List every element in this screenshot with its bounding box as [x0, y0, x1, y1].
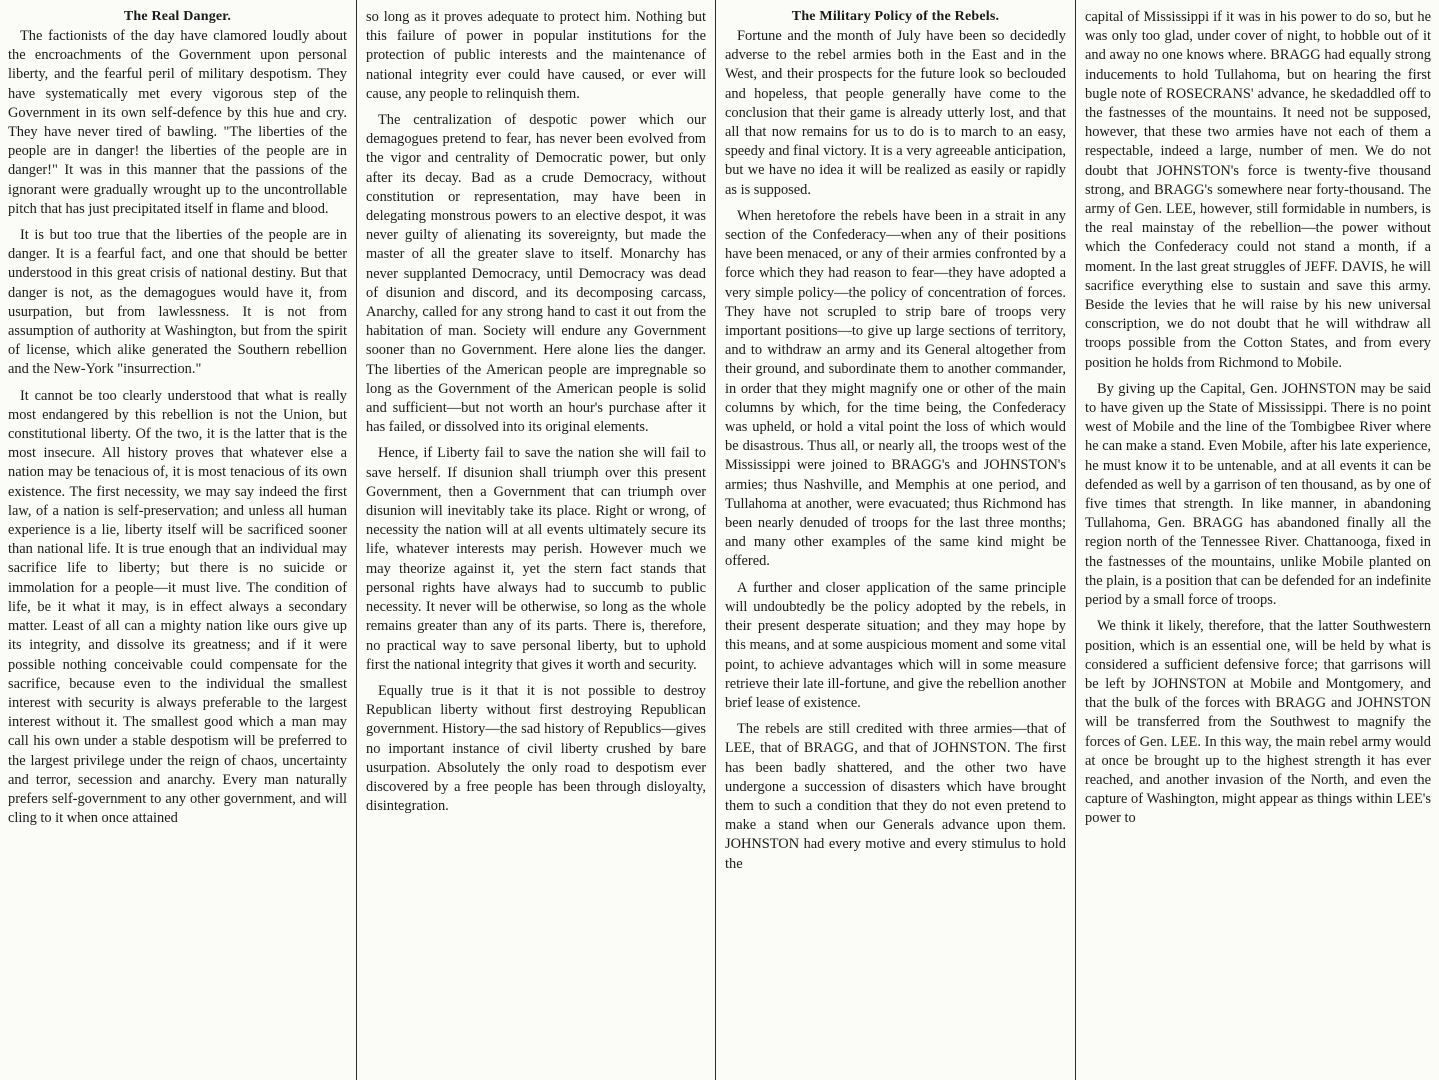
article-paragraph: When heretofore the rebels have been in a strait in any section of the Confederacy—when any of their positions have been menaced, or any of their armies confronted by a force which they had reason to fear—they have adopted a very simple policy—the policy of concentration of forces. They have not scrupled to strip bare of troops very important positions—to give up large sections of territory, and to withdraw an army and its General altogether from their ground, and subordinate them to another commander, in order that they might magnify one or other of the main columns by which, for the time being, the Confederacy was upheld, or hold a vital point the loss of which would be disastrous. Thus all, or nearly all, the troops west of the Mississippi were joined to BRAGG's and JOHNSTON's armies; thus Nashville, and Memphis at one period, and Tullahoma at another, were evacuated; thus Richmond has been nearly denuded of troops for the last three months; and many other examples of the same kind might be offered. — [725, 207, 1066, 570]
article-paragraph: Fortune and the month of July have been so decidedly adverse to the rebel armies both in the East and in the West, and their prospects for the future look so beclouded and hopeless, that people generally have come to the conclusion that their game is already utterly lost, and that all that now remains for us to do is to march to an easy, speedy and final victory. It is a very agreeable anticipation, but we have no idea it will be realized as easily or rapidly as is supposed. — [725, 28, 1066, 198]
article-paragraph: Hence, if Liberty fail to save the nation she will fail to save herself. If disunion shall triumph over this present Government, then a Government that can triumph over disunion will inevitably take its place. Right or wrong, of necessity the nation will at all events ultimately secure its life, whatever interests may perish. However much we may theorize against it, yet the stern fact stands that personal rights have always had to succumb to public necessity. It never will be otherwise, so long as the whole remains greater than any of its parts. There is, therefore, no practical way to save personal liberty, but to uphold first the national integrity that gives it worth and security. — [366, 445, 706, 673]
column-3 — [717, 0, 1074, 1080]
column-divider — [715, 0, 716, 1080]
article-paragraph-continued: capital of Mississippi if it was in his power to do so, but he was only too glad, under cover of night, to hobble out of it and away no one knows where. BRAGG had equally strong inducements to hold Tullahoma, but on hearing the first bugle note of ROSECRANS' advance, he skedaddled off to the fastnesses of the mountains. It need not be supposed, however, that these two armies have not each of them a respectable, indeed a large, number of men. We do not doubt that JOHNSTON's force is twenty-five thousand strong, and BRAGG's somewhere near forty-thousand. The army of Gen. LEE, however, still formidable in numbers, is the real mainstay of the rebellion—the power without which the Confederacy could not stand a month, if a moment. In the last great struggles of JEFF. DAVIS, he will sacrifice everything else to sustain and save this army. Beside the levies that he will raise by his new universal conscription, we do not doubt that he will withdraw all troops possible from the Cotton States, and from every position he holds from Richmond to Mobile. — [1085, 9, 1431, 371]
article-paragraph: It is but too true that the liberties of the people are in danger. It is a fearful fact, and one that should be better understood in this great crisis of national destiny. But that danger is not, as the demagogues would have it, from usurpation, but from lawlessness. It is not from assumption of authority at Washington, but from the spirit of license, which alike generated the Southern rebellion and the New-York "insurrection." — [8, 227, 347, 378]
article-paragraph-continued: so long as it proves adequate to protect him. Nothing but this failure of power in popular institutions for the protection of public interests and the maintenance of national integrity ever could have caused, or ever will cause, any people to relinquish them. — [366, 9, 706, 102]
article-paragraph: A further and closer application of the same principle will undoubtedly be the policy adopted by the rebels, in their present desperate situation; and they may hope by this means, and at some auspicious moment and some vital point, to achieve advantages which will in some measure retrieve their late ill-fortune, and give the rebellion another brief lease of existence. — [725, 579, 1066, 711]
article-paragraph: Equally true is it that it is not possible to destroy Republican liberty without first destroying Republican government. History—the sad history of Republics—gives no important instance of civil liberty crushed by bare usurpation. Absolutely the only road to despotism ever discovered by a free people has been through disloyalty, disintegration. — [366, 682, 706, 815]
article-paragraph: It cannot be too clearly understood that what is really most endangered by this rebellion is not the Union, but constitutional liberty. Of the two, it is the latter that is the most insecure. All history proves that whatever else a nation may be tenacious of, it is most tenacious of its own existence. The first necessity, we may say indeed the first law, of a nation is self-preservation; and unless all human experience is a lie, liberty itself will be sacrificed sooner than national life. It is true enough that an individual may sacrifice life to liberty; but there is no suicide or immolation for a people—it must live. The condition of life, be it what it may, is in effect always a secondary matter. Least of all can a mighty nation like ours give up its integrity, and dissolve its greatness; and if it were possible nothing conceivable could compensate for the sacrifice, because even to the individual the smallest interest with security is always preferable to the largest interest without it. The smallest good which a man may call his own under a stable despotism will be preferred to the largest privilege under the reign of chaos, uncertainty and terror, secession and anarchy. Every man naturally prefers self-government to any other government, and will cling to it when once attained — [8, 387, 347, 827]
column-divider — [1075, 0, 1076, 1080]
article-paragraph: By giving up the Capital, Gen. JOHNSTON may be said to have given up the State of Mississippi. There is no point west of Mobile and the line of the Tombigbee River where he can make a stand. Even Mobile, after his late experience, he must know it to be untenable, and at all events it can be defended as well by a garrison of ten thousand, as by one of five times that strength. In like manner, in abandoning Tullahoma, Gen. BRAGG has abandoned finally all the region north of the Tennessee River. Chattanooga, fixed in the fastnesses of the mountains, unlike Mobile planted on the plain, is a position that can be defended for an indefinite period by a small force of troops. — [1085, 380, 1431, 609]
article-paragraph: The rebels are still credited with three armies—that of LEE, that of BRAGG, and that of JOHNSTON. The first has been badly shattered, and the other two have undergone a succession of disasters which have brought them to such a condition that they do not even pretend to make a stand when our Generals advance upon them. JOHNSTON had every motive and every stimulus to hold the — [725, 721, 1066, 872]
article-paragraph: The centralization of despotic power which our demagogues pretend to fear, has never been evolved from the vigor and centrality of Democratic power, but only after its decay. Bad as a crude Democracy, without constitution or representation, may have been in delegating monstrous powers to an elective despot, it was never guilty of alienating its sovereignty, but made the master of all the greater slave to itself. Monarchy has never supplanted Democracy, until Democracy was dead of disunion and discord, and its decomposing carcass, Anarchy, called for any strong hand to cast it out from the habitation of man. Society will endure any Government sooner than no Government. Here alone lies the danger. The liberties of the American people are impregnable so long as the Government of the American people is solid and sufficient—but not worth an hour's purchase after it has failed, or dissolved into its original elements. — [366, 112, 706, 436]
article-paragraph: The factionists of the day have clamored loudly about the encroachments of the Government upon personal liberty, and the fearful peril of military despotism. They have systematically met every vigorous step of the Government in its own self-defence by this hue and cry. They have never tired of bawling. "The liberties of the people are in danger! the liberties of the people are in danger!" It was in this manner that the passions of the ignorant were gradually wrought up to the uncontrollable pitch that has just precipitated itself in flame and blood. — [8, 28, 347, 217]
article-paragraph: We think it likely, therefore, that the latter Southwestern position, which is an essential one, will be held by what is considered a sufficient defensive force; that garrisons will be left by JOHNSTON at Mobile and Montgomery, and that the bulk of the forces with BRAGG and JOHNSTON will be transferred from the Southwest to magnify the forces of Gen. LEE. In this way, the main rebel army would at once be brought up to the highest strength it has ever reached, and another invasion of the North, and even the capture of Washington, might appear as things within LEE's power to — [1085, 618, 1431, 827]
column-4 — [1077, 0, 1439, 1080]
column-divider — [356, 0, 357, 1080]
column-2 — [358, 0, 714, 1080]
article-headline-real-danger: The Real Danger. — [123, 9, 232, 24]
article-headline-military-policy: The Military Policy of the Rebels. — [791, 9, 1000, 24]
column-1 — [0, 0, 355, 1080]
